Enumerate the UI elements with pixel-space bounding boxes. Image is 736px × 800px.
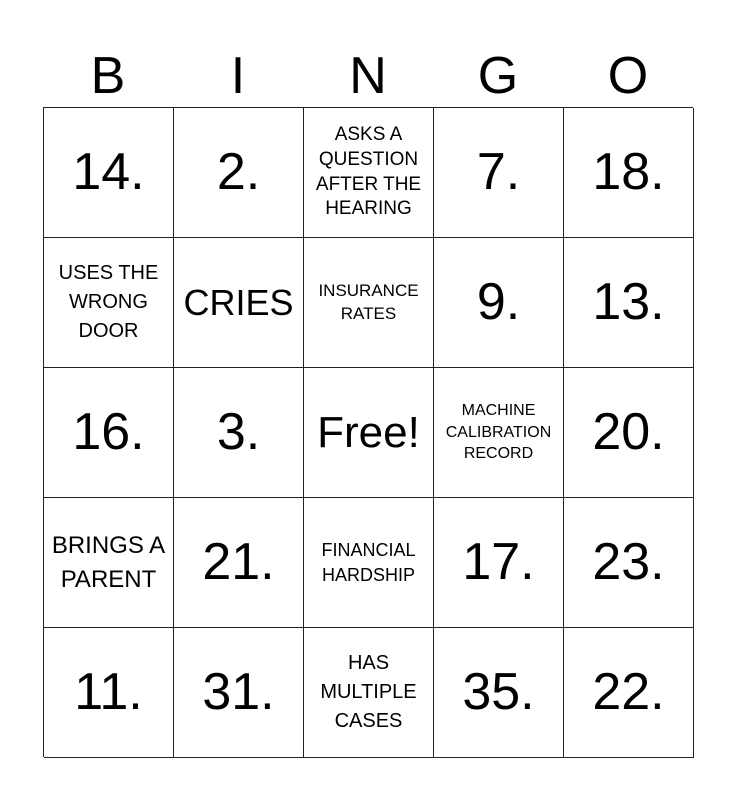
- bingo-cell-n2[interactable]: INSURANCE RATES: [304, 238, 434, 368]
- bingo-cell-b5[interactable]: 11.: [44, 628, 174, 758]
- bingo-cell-n4[interactable]: FINANCIAL HARDSHIP: [304, 498, 434, 628]
- bingo-cell-g4[interactable]: 17.: [434, 498, 564, 628]
- bingo-header: [43, 44, 693, 108]
- bingo-cell-n1[interactable]: ASKS A QUESTION AFTER THE HEARING: [304, 108, 434, 238]
- bingo-cell-o2[interactable]: 13.: [564, 238, 694, 368]
- bingo-cell-b1[interactable]: 14.: [44, 108, 174, 238]
- bingo-cell-o4[interactable]: 23.: [564, 498, 694, 628]
- bingo-board: [43, 107, 693, 757]
- header-letter-o: O: [607, 47, 649, 105]
- bingo-cell-i4[interactable]: 21.: [174, 498, 304, 628]
- bingo-cell-i2[interactable]: CRIES: [174, 238, 304, 368]
- bingo-cell-i5[interactable]: 31.: [174, 628, 304, 758]
- header-letter-b: B: [90, 47, 126, 105]
- bingo-cell-n5[interactable]: HAS MULTIPLE CASES: [304, 628, 434, 758]
- bingo-cell-o3[interactable]: 20.: [564, 368, 694, 498]
- bingo-cell-o5[interactable]: 22.: [564, 628, 694, 758]
- bingo-cell-g2[interactable]: 9.: [434, 238, 564, 368]
- header-letter-i: I: [230, 47, 246, 105]
- bingo-cell-b3[interactable]: 16.: [44, 368, 174, 498]
- header-letter-g: G: [477, 47, 519, 105]
- bingo-cell-o1[interactable]: 18.: [564, 108, 694, 238]
- bingo-cell-g1[interactable]: 7.: [434, 108, 564, 238]
- bingo-cell-g5[interactable]: 35.: [434, 628, 564, 758]
- bingo-cell-g3[interactable]: MACHINE CALIBRATION RECORD: [434, 368, 564, 498]
- bingo-cell-i1[interactable]: 2.: [174, 108, 304, 238]
- bingo-cell-b4[interactable]: BRINGS A PARENT: [44, 498, 174, 628]
- bingo-cell-free[interactable]: Free!: [304, 368, 434, 498]
- bingo-cell-i3[interactable]: 3.: [174, 368, 304, 498]
- bingo-cell-b2[interactable]: USES THE WRONG DOOR: [44, 238, 174, 368]
- header-letter-n: N: [349, 47, 387, 105]
